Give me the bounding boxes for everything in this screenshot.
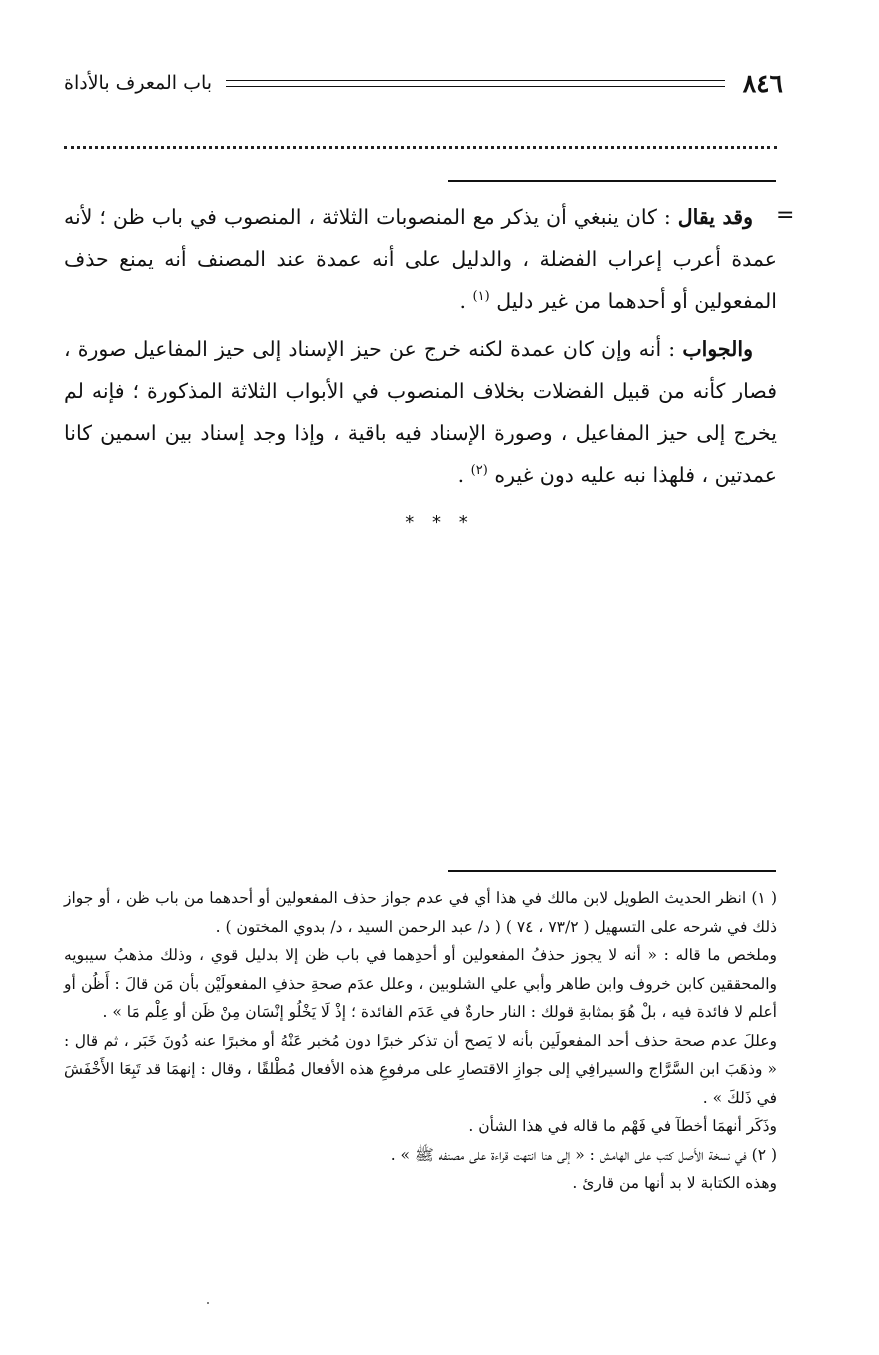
paragraph-end: . <box>457 463 471 487</box>
section-separator: * * * <box>405 512 474 533</box>
paragraph-lead: والجواب <box>682 337 754 361</box>
footnote-ref-2: (٢) <box>470 463 488 479</box>
running-title: باب المعرف بالأداة <box>64 72 213 94</box>
footnote-paragraph: وهذه الكتابة لا بد أنها من قارئ . <box>572 1174 777 1192</box>
paragraph-objection <box>64 196 777 322</box>
paragraph-text: : أنه وإن كان عمدة لكنه خرج عن حيز الإسناد إلى حيز المفاعيل صورة ، فصار كأنه من قبيل الفضلات بخلاف المنصوب في الأبواب الثلاثة المذكورة ؛ فإنه لم يخرج إلى حيز المفاعيل ، وصورة الإسناد فيه باقية ، وإذا وجد إسناد بين اسمين كانا عمدتين ، فلهذا نبه عليه دون غيره <box>64 337 777 487</box>
footnote-paragraph: وذَكَر أنهمَا أخطآ في فَهْم ما قاله في هذا الشأن . <box>468 1117 777 1135</box>
scan-speck <box>207 1302 209 1304</box>
running-header <box>64 66 783 100</box>
footnote-paragraph: ( ١) انظر الحديث الطويل لابن مالك في هذا أي في عدم جواز حذف المفعولين أو أحدهما من باب ظن ، أو جواز ذلك في شرحه على التسهيل ( ٧٣/٢ ، ٧٤ ) ( د/ عبد الرحمن السيد ، د/ بدوي المختون ) . <box>64 889 777 936</box>
top-short-rule <box>448 180 776 182</box>
main-text <box>64 196 777 502</box>
footnote-paragraph: ( ٢) في نسخة الأَصل كتب على الهامش : « إلى هنا انتهت قراءة على مصنفه ﷺ » . <box>390 1145 777 1164</box>
paragraph-lead: وقد يقال <box>677 205 753 229</box>
page-number: ٨٤٦ <box>742 68 783 98</box>
dotted-separator <box>64 146 777 149</box>
paragraph-text: : كان ينبغي أن يذكر مع المنصوبات الثلاثة ، المنصوب في باب ظن ؛ لأنه عمدة أعرب إعراب الفضلة ، والدليل على أنه عمدة عند المصنف أنه يمنع حذف المفعولين أو أحدهما من غير دليل <box>64 205 777 313</box>
footnote-paragraph: وعللَ عدم صحة حذف أحد المفعولَين بأنه لا يَصح أن تذكر خبرًا دون مُخبر عَنْهُ أو مخبرًا عنه دُونَ خَبَر ، ثم قال : « وذهَبَ ابن السَّرَّاج والسيرافِي إلى جوازِ الاقتصارِ على مرفوعِ هذه الأفعال مُطْلقًا ، وقال : إنهمَا قد تَبِعَا الأَخْفَشَ في ذَلكَ » . <box>64 1031 777 1107</box>
paragraph-end: . <box>459 289 473 313</box>
footnote-rule <box>448 870 776 872</box>
footnotes <box>64 884 777 1198</box>
paragraph-answer <box>64 328 777 496</box>
header-double-rule <box>226 80 725 87</box>
footnote-ref-1: (١) <box>472 289 490 305</box>
footnote-paragraph: وملخص ما قاله : « أنه لا يجوز حذفُ المفعولين أو أحدِهما في باب ظن إلا بدليل قوي ، وذلك مذهبُ سيبويه والمحققين كابن خروف وابن طاهر وأبي علي الشلوبين ، وعلل عدَم صحةِ حذفِ المفعولَيْن بأن مَن قالَ : أَظُن أو أعلم لا فائدة فيه ، بلْ هُوَ بمثابةِ قولك : النار حارةٌ في عَدَم الفائدة ؛ إذْ لَا يَخْلُو إنْسَان مِنْ ظَن أو عِلْم مَا » . <box>64 946 778 1021</box>
continuation-mark: = <box>776 203 795 228</box>
